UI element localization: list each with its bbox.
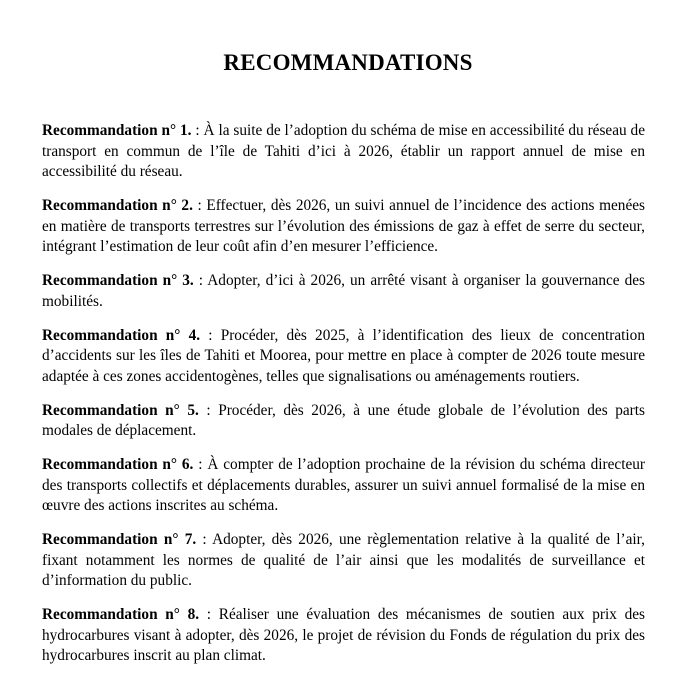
recommendation-label: Recommandation n° 2. — [42, 197, 193, 214]
recommendation-3 — [42, 271, 645, 312]
recommendation-text: : À la suite de l’adoption du schéma de mise en accessibilité du réseau de transport en commun de l’île de Tahiti d’ici à 2026, établir un rapport annuel de mise en accessibilité du réseau. — [42, 122, 645, 180]
recommendation-8 — [42, 605, 645, 667]
recommendation-text: : Procéder, dès 2026, à une étude globale de l’évolution des parts modales de déplacement. — [42, 401, 645, 439]
recommendation-6 — [42, 455, 645, 517]
recommendations-list — [42, 121, 645, 680]
recommendation-label: Recommandation n° 8. — [42, 606, 200, 623]
recommendation-4 — [42, 326, 645, 388]
recommendation-text: : Réaliser une évaluation des mécanismes de soutien aux prix des hydrocarbures visant à adopter, dès 2026, le projet de révision du Fonds de régulation du prix des hydrocarbures inscrit au plan climat. — [42, 606, 645, 664]
recommendation-2 — [42, 196, 645, 258]
recommendation-label: Recommandation n° 3. — [42, 272, 194, 289]
recommendation-label: Recommandation n° 6. — [42, 456, 194, 473]
recommendation-text: : Adopter, dès 2026, une règlementation relative à la qualité de l’air, fixant notamment les normes de qualité de l’air ainsi que les modalités de surveillance et d’information du public. — [42, 531, 645, 589]
recommendation-label: Recommandation n° 1. — [42, 122, 192, 139]
recommendation-text: : À compter de l’adoption prochaine de la révision du schéma directeur des transports collectifs et déplacements durables, assurer un suivi annuel formalisé de la mise en œuvre des actions inscrites au schéma. — [42, 456, 645, 514]
recommendation-1 — [42, 121, 645, 183]
recommendation-5 — [42, 401, 645, 442]
recommendation-text: : Adopter, d’ici à 2026, un arrêté visant à organiser la gouvernance des mobilités. — [42, 272, 645, 310]
recommendation-label: Recommandation n° 5. — [42, 401, 199, 419]
recommendation-label: Recommandation n° 4. — [42, 326, 201, 344]
recommendation-7 — [42, 530, 645, 592]
page-title: RECOMMANDATIONS — [223, 50, 473, 75]
recommendation-text: : Effectuer, dès 2026, un suivi annuel de l’incidence des actions menées en matière de transports terrestres sur l’évolution des émissions de gaz à effet de serre du secteur, intégrant l’estimation de leur coût afin d’en mesurer l’efficience. — [42, 197, 645, 255]
recommendation-label: Recommandation n° 7. — [42, 531, 197, 548]
recommendation-text: : Procéder, dès 2025, à l’identification des lieux de concentration d’accidents sur les îles de Tahiti et Moorea, pour mettre en place à compter de 2026 toute mesure adaptée à ces zones accidentogènes, telles que signalisations ou aménagements routiers. — [42, 326, 645, 385]
